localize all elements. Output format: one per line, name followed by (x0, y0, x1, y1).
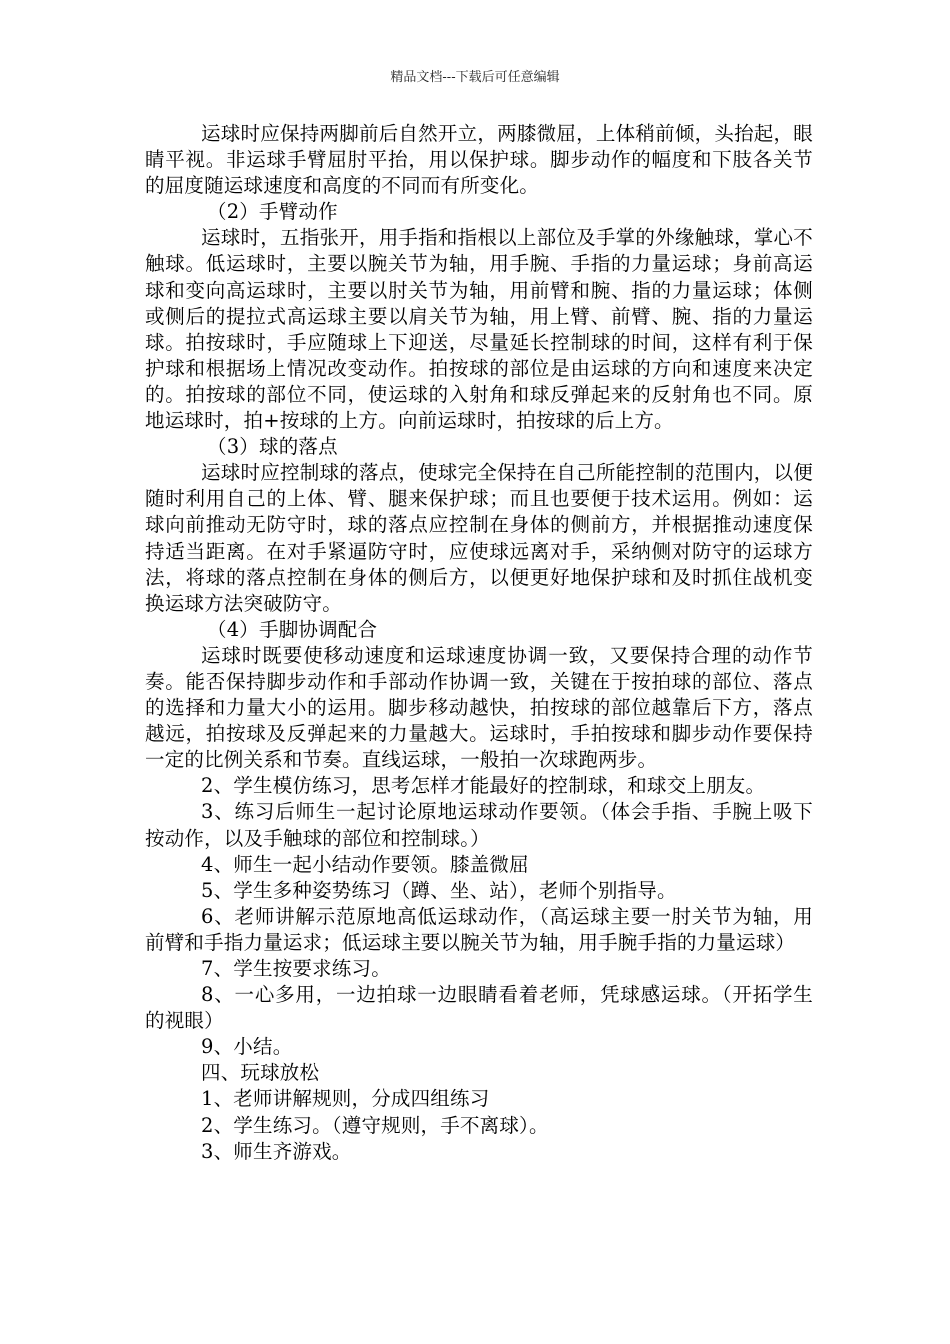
document-body (145, 121, 813, 1165)
list-item: 2、学生练习。（遵守规则，手不离球）。 (201, 1113, 549, 1137)
list-item: 3、师生齐游戏。 (201, 1139, 352, 1163)
paragraph: 运球时应保持两脚前后自然开立，两膝微屈，上体稍前倾，头抬起，眼睛平视。非运球手臂屈肘平抬，用以保护球。脚步动作的幅度和下肢各关节的屈度随运球速度和高度的不同而有所变化。 (145, 122, 813, 198)
section-heading: （3）球的落点 (207, 435, 338, 459)
paragraph: 运球时应控制球的落点，使球完全保持在自己所能控制的范围内，以便随时利用自己的上体、臂、腿来保护球；而且也要便于技术运用。例如：运球向前推动无防守时，球的落点应控制在身体的侧前方，并根据推动速度保持适当距离。在对手紧逼防守时，应使球远离对手，采纳侧对防守的运球方法，将球的落点控制在身体的侧后方，以便更好地保护球和及时抓住战机变换运球方法突破防守。 (145, 461, 813, 615)
list-item: 9、小结。 (201, 1035, 293, 1059)
list-item: 2、学生模仿练习，思考怎样才能最好的控制球，和球交上朋友。 (201, 774, 766, 798)
list-item: 4、师生一起小结动作要领。膝盖微屈 (201, 852, 529, 876)
list-item: 3、练习后师生一起讨论原地运球动作要领。（体会手指、手腕上吸下按动作，以及手触球的部位和控制球。） (145, 800, 813, 850)
list-item: 7、学生按要求练习。 (201, 957, 391, 980)
section-heading: （2）手臂动作 (207, 200, 338, 224)
list-item: 6、老师讲解示范原地高低运球动作，（高运球主要一肘关节为轴，用前臂和手指力量运求；低运球主要以腕关节为轴，用手腕手指的力量运球） (145, 904, 813, 954)
list-item: 1、老师讲解规则，分成四组练习 (201, 1087, 490, 1111)
section-heading: 四、玩球放松 (201, 1061, 320, 1085)
paragraph: 运球时既要使移动速度和运球速度协调一致，又要保持合理的动作节奏。能否保持脚步动作和手部动作协调一致，关键在于按拍球的部位、落点的选择和力量大小的运用。脚步移动越快，拍按球的部位越靠后下方，落点越远，拍按球及反弹起来的力量越大。运球时，手拍按球和脚步动作要保持一定的比例关系和节奏。直线运球，一般拍一次球跑两步。 (145, 643, 813, 772)
section-heading: （4）手脚协调配合 (207, 617, 378, 641)
list-item: 8、一心多用，一边拍球一边眼睛看着老师，凭球感运球。（开拓学生的视眼） (145, 983, 813, 1033)
page-header: 精品文档---下载后可任意编辑 (390, 70, 560, 85)
paragraph: 运球时，五指张开，用手指和指根以上部位及手掌的外缘触球，掌心不触球。低运球时，主要以腕关节为轴，用手腕、手指的力量运球；身前高运球和变向高运球时，主要以肘关节为轴，用前臂和腕、指的力量运球；体侧或侧后的提拉式高运球主要以肩关节为轴，用上臂、前臂、腕、指的力量运球。拍按球时，手应随球上下迎送，尽量延长控制球的时间，这样有利于保护球和根据场上情况改变动作。拍按球的部位是由运球的方向和速度来决定的。拍按球的部位不同，使运球的入射角和球反弹起来的反射角也不同。原地运球时，拍+按球的上方。向前运球时，拍按球的后上方。 (145, 226, 813, 433)
list-item: 5、学生多种姿势练习（蹲、坐、站），老师个别指导。 (201, 878, 677, 902)
